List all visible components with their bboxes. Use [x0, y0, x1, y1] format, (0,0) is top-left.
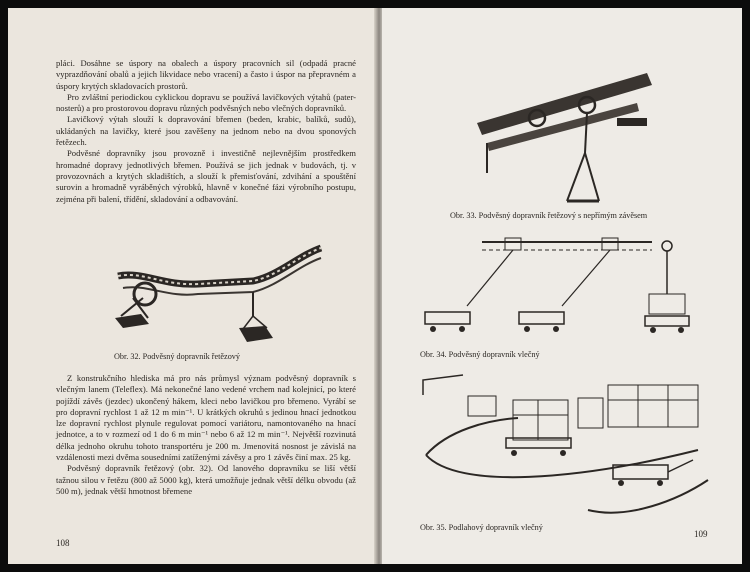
right-page [382, 8, 742, 564]
text-block-top [56, 58, 356, 205]
paragraph: Podvěsný dopravník řetězový (obr. 32). Od lanového dopravníku se liší větší tažnou silou v řetězu (800 až 5000 kg), která umožňuje jednak větší délku obvodu (až 500 m), jednak větší hmotnost břemene [56, 463, 356, 496]
figure-32-chain-conveyor [103, 236, 328, 351]
left-page [8, 8, 378, 564]
figure-33-chain-conveyor-indirect [467, 63, 657, 213]
page-number-right: 109 [694, 529, 708, 539]
paragraph: Z konstrukčního hlediska má pro nás průmysl význam podvěsný dopravník s vlečným lanem (Teleflex). Má nekonečné lano vedené vrchem nad kolejnicí, po které pojíždí závěs (jezdec) ukončený hákem, kleci nebo lavičkou pro břemeno. Vyrábí se pro dopravní rychlost 1 až 12 m min⁻¹. U krátkých okruhů s jedinou hnací jednotkou lze dopravní rychlost plynule regulovat pomocí variátoru, namontovaného na hnací jednotce, a to v rozmezí od 1 do 6 m min⁻¹ nebo 6 až 12 m min⁻¹. Největší rozvinutá délka jednoho okruhu tohoto transportéru je 200 m. Jmenovitá nosnost je závislá na vzdálenosti mezi dvěma sousedními zatíženými závěsy a pro 1 závěs činí max. 25 kg. [56, 373, 356, 463]
figure-34-caption: Obr. 34. Podvěsný dopravník vlečný [420, 350, 540, 359]
paragraph: Lavičkový výtah slouží k dopravování břemen (beden, krabic, balíků, sudů), ukládaných na lavičky, které jsou zavěšeny na jednom nebo na dvou sponových řetězech. [56, 114, 356, 148]
figure-34-tow-conveyor [417, 234, 717, 344]
paragraph: Podvěsné dopravníky jsou provozně i investičně nejlevnějším prostředkem hromadné dopravy jednotlivých břemen. Používá se jich jednak v budovách, tj. v provozovnách a krytých skladištích, a slouží k přemisťování, zdvihání a spouštění surovin a hromadně vyráběných výrobků, hlavně v konečné fázi výrobního postupu, zejména při balení, třídění, skladování a odbavování. [56, 148, 356, 204]
figure-33-caption: Obr. 33. Podvěsný dopravník řetězový s nepřímým závěsem [450, 211, 648, 220]
figure-35-caption: Obr. 35. Podlahový dopravník vlečný [420, 523, 543, 532]
text-block-bottom [56, 373, 356, 497]
paragraph: pláci. Dosáhne se úspory na obalech a úspory pracovních sil (odpadá pracné vyprazdňování obalů a jejich likvidace nebo vracení) a často i úspor na přepravném a úspory krytých skladovacích prostorů. [56, 58, 356, 91]
page-number-left: 108 [56, 538, 70, 548]
paragraph: Pro zvláštní periodickou cyklickou dopravu se používá lavičkových výtahů (pater-nosterů) a pro prostorovou dopravu různých podvěsných nebo vlečných dopravníků. [56, 91, 356, 114]
figure-32-caption: Obr. 32. Podvěsný dopravník řetězový [114, 352, 240, 361]
figure-35-floor-tow-conveyor [418, 370, 718, 525]
